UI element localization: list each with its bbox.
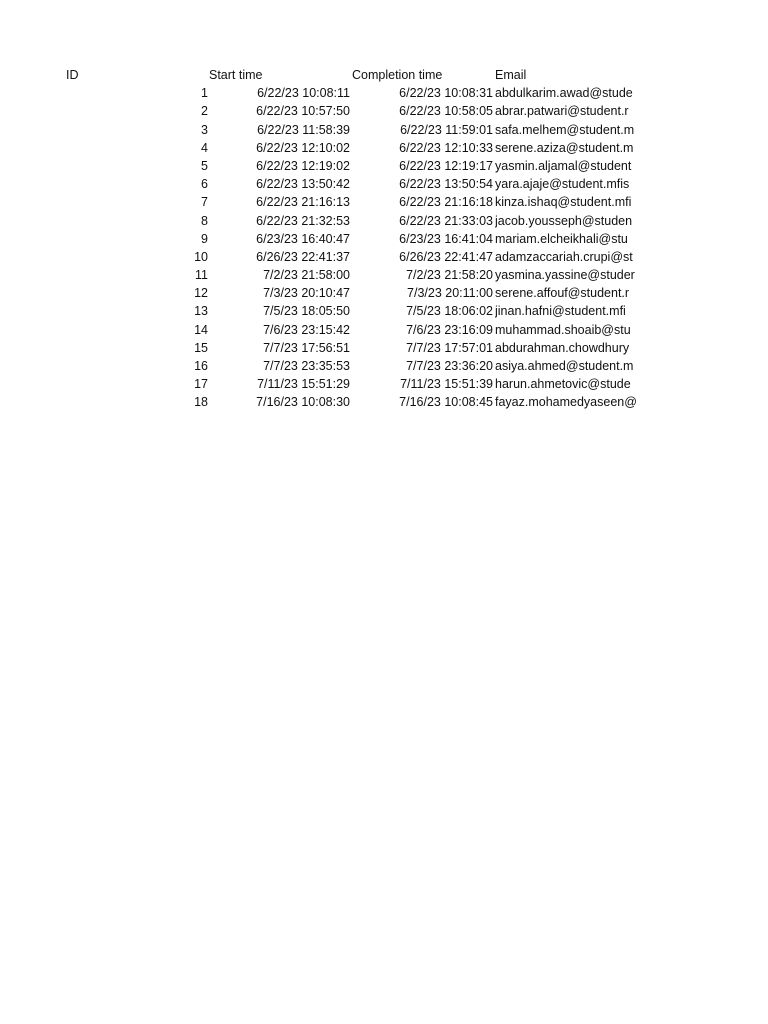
- header-id: ID: [66, 68, 79, 82]
- cell-start-time: 6/22/23 10:08:11: [257, 86, 350, 101]
- cell-id: 3: [201, 122, 208, 137]
- cell-start-time: 6/22/23 21:32:53: [256, 213, 350, 228]
- cell-start-time: 7/5/23 18:05:50: [263, 304, 350, 319]
- table-row: [0, 302, 768, 320]
- cell-completion-time: 6/22/23 12:10:33: [399, 140, 493, 155]
- table-body: [0, 84, 768, 411]
- cell-email: adamzaccariah.crupi@st: [495, 249, 633, 264]
- cell-completion-time: 7/5/23 18:06:02: [406, 304, 493, 319]
- cell-start-time: 6/22/23 12:10:02: [256, 140, 350, 155]
- header-row: [0, 66, 768, 84]
- cell-id: 15: [194, 340, 208, 355]
- cell-completion-time: 6/22/23 10:08:31: [399, 86, 493, 101]
- cell-completion-time: 7/7/23 23:36:20: [406, 359, 493, 373]
- cell-id: 1: [201, 86, 208, 101]
- cell-completion-time: 6/22/23 11:59:01: [400, 122, 493, 137]
- table-row: [0, 102, 768, 120]
- cell-completion-time: 6/23/23 16:41:04: [399, 231, 493, 246]
- cell-id: 12: [194, 286, 208, 301]
- cell-id: 9: [201, 231, 208, 246]
- cell-start-time: 7/6/23 23:15:42: [263, 322, 350, 337]
- cell-id: 16: [194, 359, 208, 373]
- table-row: [0, 357, 768, 375]
- cell-id: 4: [201, 140, 208, 155]
- table-row: [0, 193, 768, 211]
- cell-completion-time: 7/6/23 23:16:09: [406, 322, 493, 337]
- table-row: [0, 266, 768, 284]
- cell-start-time: 7/2/23 21:58:00: [263, 268, 350, 283]
- cell-completion-time: 7/2/23 21:58:20: [406, 268, 493, 283]
- cell-start-time: 7/7/23 17:56:51: [263, 340, 350, 355]
- spreadsheet-page: [0, 66, 768, 412]
- cell-start-time: 6/23/23 16:40:47: [256, 231, 350, 246]
- cell-start-time: 7/16/23 10:08:30: [256, 395, 350, 410]
- cell-email: harun.ahmetovic@stude: [495, 377, 631, 392]
- cell-email: mariam.elcheikhali@stu: [495, 231, 628, 246]
- cell-id: 14: [194, 322, 208, 337]
- cell-id: 17: [194, 377, 208, 392]
- cell-completion-time: 7/16/23 10:08:45: [399, 395, 493, 410]
- cell-id: 2: [201, 104, 208, 119]
- table-row: [0, 321, 768, 339]
- cell-completion-time: 6/22/23 21:16:18: [399, 195, 493, 210]
- cell-id: 6: [201, 177, 208, 192]
- cell-start-time: 7/3/23 20:10:47: [263, 286, 350, 301]
- table-row: [0, 393, 768, 411]
- cell-start-time: 6/22/23 13:50:42: [256, 177, 350, 192]
- cell-email: safa.melhem@student.m: [495, 122, 635, 137]
- cell-completion-time: 7/7/23 17:57:01: [406, 340, 493, 355]
- header-completion-time: Completion time: [352, 68, 443, 82]
- cell-id: 7: [201, 195, 208, 210]
- table-row: [0, 248, 768, 266]
- cell-id: 11: [195, 268, 208, 283]
- cell-start-time: 6/26/23 22:41:37: [256, 249, 350, 264]
- table-row: [0, 339, 768, 357]
- cell-completion-time: 6/22/23 21:33:03: [399, 213, 493, 228]
- cell-id: 5: [201, 158, 208, 173]
- cell-start-time: 7/11/23 15:51:29: [257, 377, 350, 392]
- cell-email: serene.aziza@student.m: [495, 140, 634, 155]
- cell-id: 8: [201, 213, 208, 228]
- cell-email: muhammad.shoaib@stu: [495, 322, 631, 337]
- table-row: [0, 230, 768, 248]
- table-row: [0, 139, 768, 157]
- cell-email: asiya.ahmed@student.m: [495, 359, 634, 373]
- cell-email: yasmina.yassine@studer: [495, 268, 635, 283]
- cell-email: abdurahman.chowdhury: [495, 340, 630, 355]
- cell-completion-time: 6/22/23 13:50:54: [399, 177, 493, 192]
- cell-id: 13: [194, 304, 208, 319]
- header-start-time: Start time: [209, 68, 263, 82]
- table-row: [0, 212, 768, 230]
- cell-start-time: 6/22/23 12:19:02: [256, 158, 350, 173]
- table-row: [0, 121, 768, 139]
- cell-completion-time: 6/26/23 22:41:47: [399, 249, 493, 264]
- cell-start-time: 7/7/23 23:35:53: [263, 359, 350, 373]
- cell-completion-time: 6/22/23 12:19:17: [399, 158, 493, 173]
- cell-id: 18: [194, 395, 208, 410]
- cell-email: fayaz.mohamedyaseen@: [495, 395, 637, 410]
- table-row: [0, 284, 768, 302]
- table-row: [0, 84, 768, 102]
- cell-completion-time: 7/3/23 20:11:00: [407, 286, 493, 301]
- cell-id: 10: [194, 249, 208, 264]
- cell-email: yasmin.aljamal@student: [495, 158, 632, 173]
- cell-email: jinan.hafni@student.mfi: [495, 304, 626, 319]
- cell-email: abdulkarim.awad@stude: [495, 86, 633, 101]
- table-row: [0, 175, 768, 193]
- cell-email: yara.ajaje@student.mfis: [495, 177, 630, 192]
- cell-completion-time: 7/11/23 15:51:39: [400, 377, 493, 392]
- cell-completion-time: 6/22/23 10:58:05: [399, 104, 493, 119]
- cell-start-time: 6/22/23 11:58:39: [257, 122, 350, 137]
- cell-email: serene.affouf@student.r: [495, 286, 630, 301]
- table-row: [0, 375, 768, 393]
- cell-start-time: 6/22/23 10:57:50: [256, 104, 350, 119]
- cell-email: kinza.ishaq@student.mfi: [495, 195, 632, 210]
- cell-start-time: 6/22/23 21:16:13: [256, 195, 350, 210]
- cell-email: abrar.patwari@student.r: [495, 104, 629, 119]
- table-row: [0, 157, 768, 175]
- cell-email: jacob.yousseph@studen: [495, 213, 633, 228]
- header-email: Email: [495, 68, 527, 82]
